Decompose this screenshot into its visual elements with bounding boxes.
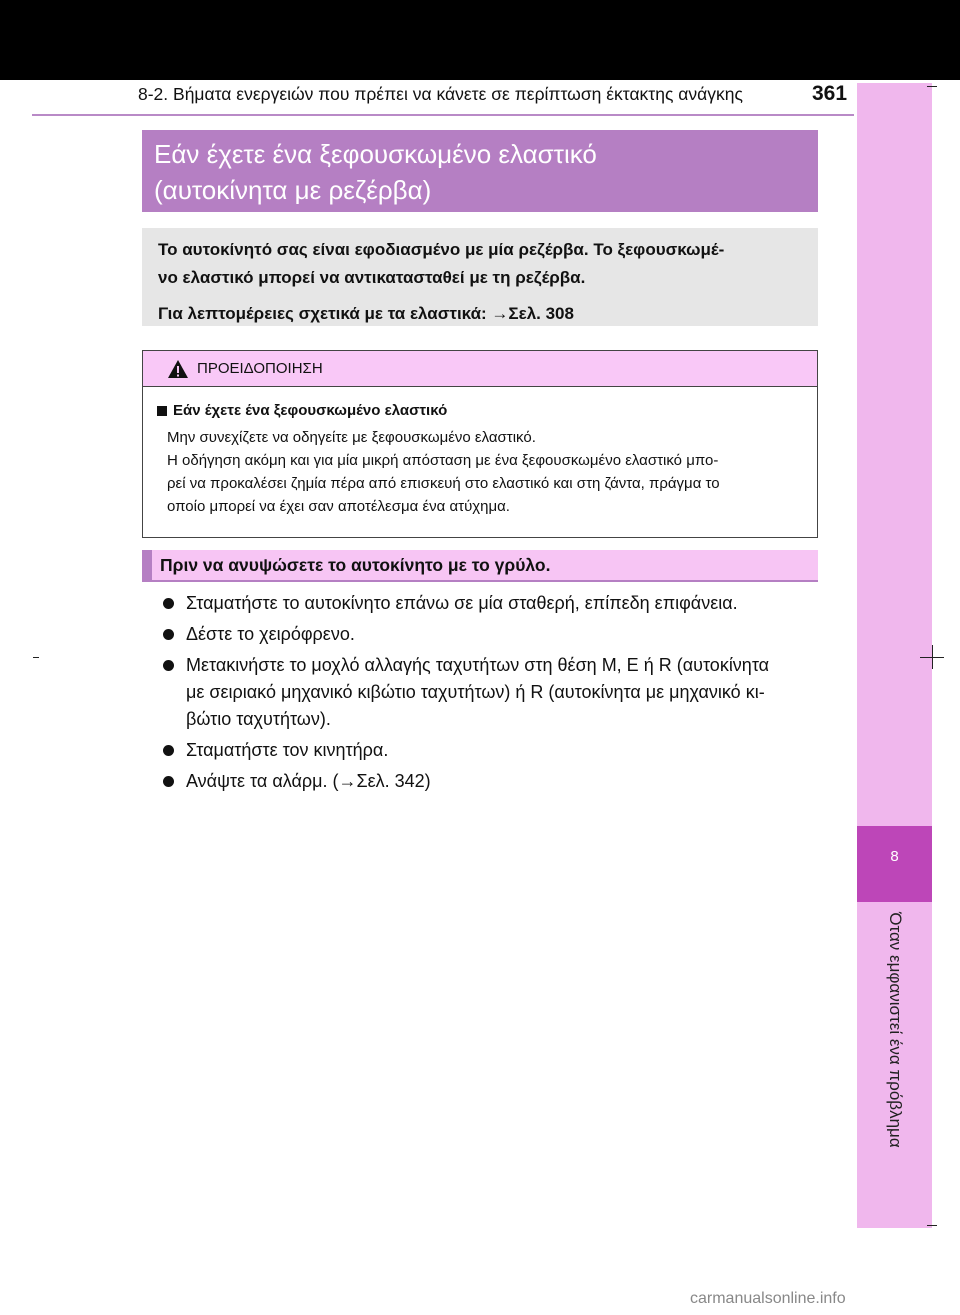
bullet-dot-icon [163, 629, 174, 640]
intro-reference: Για λεπτομέρειες σχετικά με τα ελαστικά: →Σελ. 308 [158, 304, 574, 323]
crop-mark [927, 86, 937, 87]
bullet-dot-icon [163, 776, 174, 787]
crop-mark [33, 657, 39, 658]
list-item-text: Ανάψτε τα αλάρμ. (→Σελ. 342) [186, 771, 431, 791]
crop-mark [927, 1225, 937, 1226]
list-item [160, 737, 820, 764]
intro-line: νο ελαστικό μπορεί να αντικατασταθεί με τη ρεζέρβα. [158, 268, 586, 287]
bullet-dot-icon [163, 745, 174, 756]
list-item-text: με σειριακό μηχανικό κιβώτιο ταχυτήτων) ή R (αυτοκίνητα με μηχανικό κι- [186, 682, 765, 702]
list-item-text: βώτιο ταχυτήτων). [186, 709, 331, 729]
intro-box [142, 228, 818, 326]
list-item [160, 652, 820, 733]
bullet-dot-icon [163, 660, 174, 671]
warning-text [157, 426, 803, 518]
warning-body [143, 387, 817, 518]
warning-triangle-icon [167, 359, 189, 379]
chapter-number: 8 [890, 848, 899, 865]
list-item [160, 590, 820, 617]
bullet-dot-icon [163, 598, 174, 609]
warning-line: ρεί να προκαλέσει ζημία πέρα από επισκευή στο ελαστικό και στη ζάντα, πράγμα το [167, 475, 720, 492]
page-number: 361 [812, 82, 848, 105]
warning-line: Μην συνεχίζετε να οδηγείτε με ξεφουσκωμένο ελαστικό. [167, 429, 536, 446]
subsection-heading: Πριν να ανυψώσετε το αυτοκίνητο με το γρύλο. [142, 550, 818, 582]
chapter-label: Όταν εμφανιστεί ένα πρόβλημα [886, 912, 905, 1148]
list-item [160, 621, 820, 648]
warning-header [143, 351, 817, 387]
title-line: (αυτοκίνητα με ρεζέρβα) [154, 175, 432, 205]
top-black-bar [0, 0, 960, 80]
list-item [160, 768, 820, 795]
warning-subheading-text: Εάν έχετε ένα ξεφουσκωμένο ελαστικό [173, 402, 448, 419]
step-list [160, 590, 820, 799]
watermark: carmanualsonline.info [690, 1290, 846, 1307]
intro-line: Το αυτοκίνητό σας είναι εφοδιασμένο με μία ρεζέρβα. Το ξεφουσκωμέ- [158, 240, 725, 259]
warning-line: Η οδήγηση ακόμη και για μία μικρή απόσταση με ένα ξεφουσκωμένο ελαστικό μπο- [167, 452, 719, 469]
list-item-text: Σταματήστε τον κινητήρα. [186, 740, 389, 760]
warning-line: οποίο μπορεί να έχει σαν αποτέλεσμα ένα ατύχημα. [167, 498, 510, 515]
section-header: 8-2. Βήματα ενεργειών που πρέπει να κάνετε σε περίπτωση έκτακτης ανάγκης [138, 84, 743, 104]
warning-box [142, 350, 818, 538]
warning-subheading [157, 399, 803, 422]
list-item-text: Σταματήστε το αυτοκίνητο επάνω σε μία σταθερή, επίπεδη επιφάνεια. [186, 593, 738, 613]
list-item-text: Μετακινήστε το μοχλό αλλαγής ταχυτήτων στη θέση M, E ή R (αυτοκίνητα [186, 655, 770, 675]
list-item-text: Δέστε το χειρόφρενο. [186, 624, 355, 644]
crop-mark [932, 645, 933, 669]
header-rule [32, 114, 854, 116]
square-bullet-icon [157, 406, 167, 416]
warning-label: ΠΡΟΕΙΔΟΠΟΙΗΣΗ [197, 360, 323, 377]
page-title [142, 130, 818, 212]
title-line: Εάν έχετε ένα ξεφουσκωμένο ελαστικό [154, 139, 597, 169]
